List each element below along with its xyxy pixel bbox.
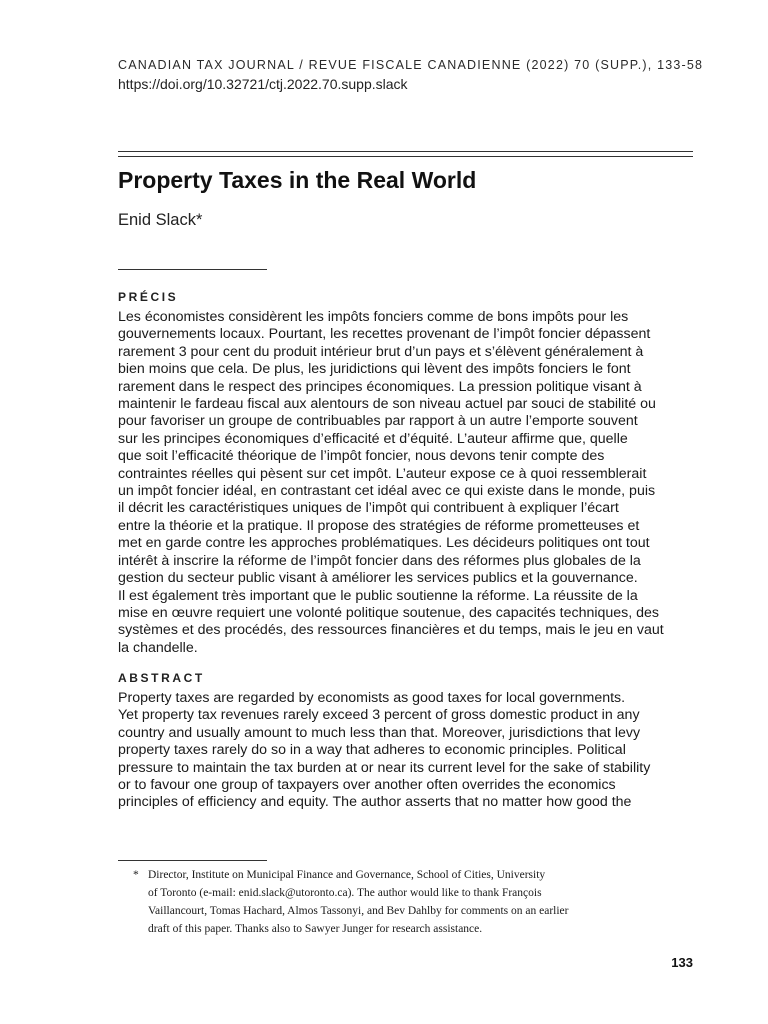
precis-line: rarement 3 pour cent du produit intérieur brut d’un pays et s’élèvent généralement à (118, 343, 644, 360)
abstract-line: Yet property tax revenues rarely exceed 3 percent of gross domestic product in any (118, 707, 640, 724)
footnote-marker: * (133, 869, 139, 881)
article-title: Property Taxes in the Real World (118, 167, 477, 193)
footnote-line: of Toronto (e-mail: enid.slack@utoronto.ca). The author would like to thank François (148, 887, 542, 899)
precis-line: contraintes réelles qui pèsent sur cet impôt. L’auteur expose ce à quoi ressemblerait (118, 465, 647, 482)
footnote-line: Vaillancourt, Tomas Hachard, Almos Tassonyi, and Bev Dahlby for comments on an earlier (148, 905, 569, 917)
abstract-body (118, 690, 694, 812)
precis-line: entre la théorie et la pratique. Il propose des stratégies de réforme prometteuses et (118, 517, 640, 534)
footnote-line: draft of this paper. Thanks also to Sawyer Junger for research assistance. (148, 923, 483, 935)
abstract-line: Property taxes are regarded by economists as good taxes for local governments. (118, 690, 626, 706)
article-author: Enid Slack* (118, 211, 203, 229)
abstract-line: pressure to maintain the tax burden at or near its current level for the sake of stability (118, 759, 651, 776)
precis-line: pour favoriser un groupe de contribuables par rapport à un autre l’emporte souvent (118, 413, 638, 430)
precis-line: mise en œuvre requiert une volonté politique soutenue, des capacités techniques, des (118, 604, 660, 621)
author-divider (118, 269, 267, 270)
precis-line: un impôt foncier idéal, en contrastant cet idéal avec ce qui existe dans le monde, puis (118, 483, 656, 500)
precis-line: rarement dans le respect des principes économiques. La pression politique visant à (118, 378, 642, 395)
journal-citation: CANADIAN TAX JOURNAL / REVUE FISCALE CANADIENNE (2022) 70 (SUPP.), 133-58 (118, 58, 704, 72)
precis-line: bien moins que cela. De plus, les juridictions qui lèvent des impôts fonciers le font (118, 361, 631, 378)
precis-line: que soit l’efficacité théorique de l’impôt foncier, nous devons tenir compte des (118, 448, 605, 465)
precis-line: Les économistes considèrent les impôts fonciers comme de bons impôts pour les (118, 309, 629, 325)
footnote-line: Director, Institute on Municipal Finance and Governance, School of Cities, University (148, 869, 546, 881)
abstract-line: or to favour one group of taxpayers over another often overrides the economics (118, 777, 616, 794)
precis-heading: PRÉCIS (118, 290, 179, 304)
footnote-divider (118, 860, 267, 861)
precis-line: intérêt à inscrire la réforme de l’impôt foncier dans des réformes plus globales de la (118, 552, 641, 569)
precis-line: maintenir le fardeau fiscal aux alentours de son niveau actuel par souci de stabilité ou (118, 396, 656, 413)
doi-link[interactable]: https://doi.org/10.32721/ctj.2022.70.supp.slack (118, 76, 408, 92)
precis-line: Il est également très important que le public soutienne la réforme. La réussite de la (118, 587, 638, 604)
precis-line: il décrit les caractéristiques uniques de l’impôt qui contribuent à expliquer l’écart (118, 500, 619, 517)
abstract-line: principles of efficiency and equity. The author asserts that no matter how good the (118, 794, 632, 811)
precis-body (118, 309, 694, 657)
page-number: 133 (671, 955, 693, 970)
precis-line: la chandelle. (118, 639, 198, 656)
title-divider (118, 151, 693, 157)
precis-line: gouvernements locaux. Pourtant, les recettes provenant de l’impôt foncier dépassent (118, 326, 651, 343)
precis-line: systèmes et des procédés, des ressources financières et du temps, mais le jeu en vaut (118, 622, 664, 639)
abstract-heading: ABSTRACT (118, 671, 205, 685)
author-footnote (133, 866, 693, 938)
precis-line: gestion du secteur public visant à améliorer les services publics et la gouvernance. (118, 570, 638, 587)
abstract-line: property taxes rarely do so in a way that adheres to economic principles. Political (118, 742, 626, 759)
abstract-line: country and usually amount to much less than that. Moreover, jurisdictions that levy (118, 724, 641, 741)
precis-line: sur les principes économiques d’efficacité et d’équité. L’auteur affirme que, quelle (118, 430, 628, 447)
precis-line: met en garde contre les approches problématiques. Les décideurs politiques ont tout (118, 535, 650, 552)
